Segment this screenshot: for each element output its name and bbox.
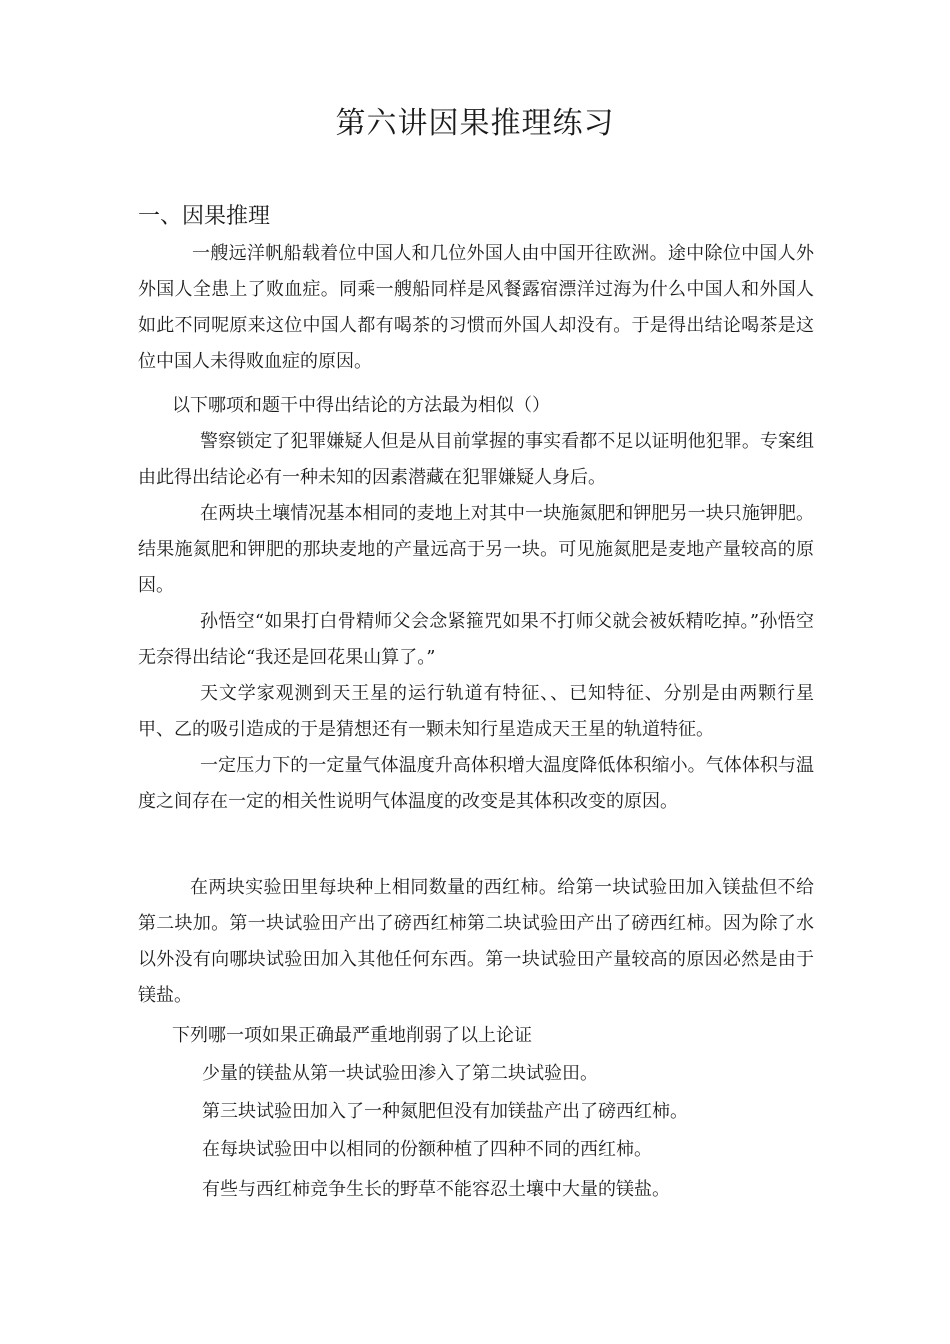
question1-option-text: 天文学家观测到天王星的运行轨道有特征、、已知特征、分别是由两颗行星甲、乙的吸引造成的于是猜想还有一颗未知行星造成天王星的轨道特征。 [138,683,814,740]
question1-option-a [138,424,814,496]
question1-option-c [138,604,814,676]
question1-passage-text: 一艘远洋帆船载着位中国人和几位外国人由中国开往欧洲。途中除位中国人外外国人全患上了败血症。同乘一艘船同样是风餐露宿漂洋过海为什么中国人和外国人如此不同呢原来这位中国人都有喝茶的习惯而外国人却没有。于是得出结论喝茶是这位中国人未得败血症的原因。 [138,243,814,372]
question2-option-d: 有些与西红柿竞争生长的野草不能容忍土壤中大量的镁盐。 [202,1179,670,1200]
question1-option-text: 孙悟空“如果打白骨精师父会念紧箍咒如果不打师父就会被妖精吃掉。”孙悟空无奈得出结论“我还是回花果山算了。” [138,611,814,668]
question2-passage [138,870,814,1014]
question1-option-text: 一定压力下的一定量气体温度升高体积增大温度降低体积缩小。气体体积与温度之间存在一定的相关性说明气体温度的改变是其体积改变的原因。 [138,755,814,812]
section-heading: 一、因果推理 [138,204,271,229]
question2-option-a: 少量的镁盐从第一块试验田渗入了第二块试验田。 [202,1063,598,1084]
question2-option-c: 在每块试验田中以相同的份额种植了四种不同的西红柿。 [202,1139,652,1160]
question1-option-text: 在两块土壤情况基本相同的麦地上对其中一块施氮肥和钾肥另一块只施钾肥。结果施氮肥和钾肥的那块麦地的产量远高于另一块。可见施氮肥是麦地产量较高的原因。 [138,503,814,596]
question1-prompt [138,388,814,424]
question2-prompt-text: 下列哪一项如果正确最严重地削弱了以上论证 [172,1025,532,1046]
question2-passage-text: 在两块实验田里每块种上相同数量的西红柿。给第一块试验田加入镁盐但不给第二块加。第一块试验田产出了磅西红柿第二块试验田产出了磅西红柿。因为除了水以外没有向哪块试验田加入其他任何东西。第一块试验田产量较高的原因必然是由于镁盐。 [138,877,814,1006]
question1-option-b [138,496,814,604]
question1-prompt-text: 以下哪项和题干中得出结论的方法最为相似（） [172,395,550,416]
question1-passage [138,236,814,380]
page-title: 第六讲因果推理练习 [335,106,615,141]
question1-option-e [138,748,814,820]
question1-option-text: 警察锁定了犯罪嫌疑人但是从目前掌握的事实看都不足以证明他犯罪。专案组由此得出结论必有一种未知的因素潜藏在犯罪嫌疑人身后。 [138,431,814,488]
question2-option-b: 第三块试验田加入了一种氮肥但没有加镁盐产出了磅西红柿。 [202,1101,688,1122]
question1-option-d [138,676,814,748]
question2-prompt [138,1018,814,1054]
